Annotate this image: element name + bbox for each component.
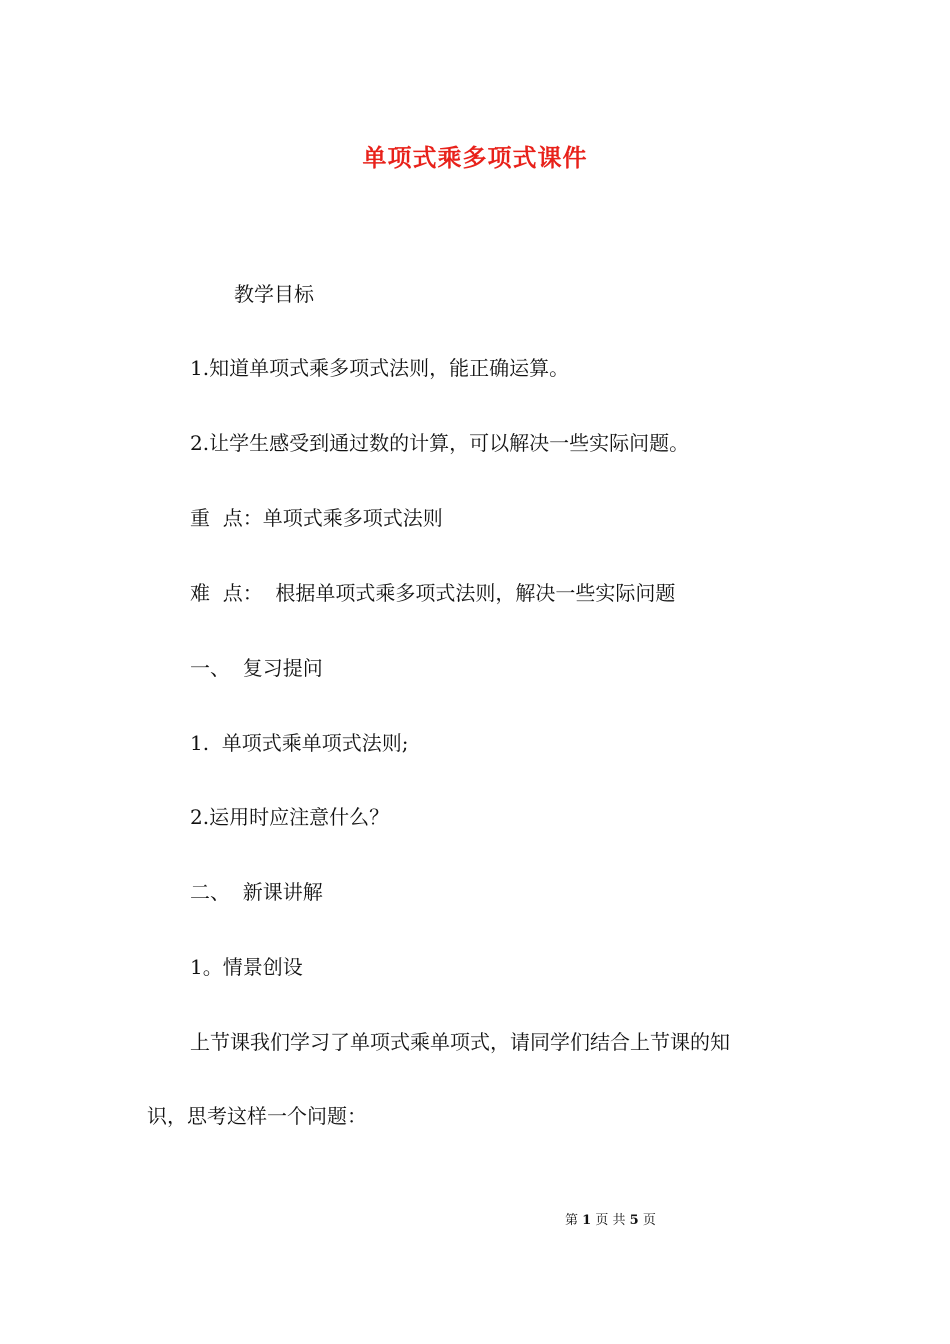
- footer-current-page: 1: [582, 1213, 592, 1228]
- paragraph-teaching-goals: 教学目标: [234, 282, 314, 306]
- section-heading-review: 一、 复习提问: [190, 656, 323, 680]
- paragraph-key-point: 重 点：单项式乘多项式法则: [190, 506, 443, 530]
- page-footer: [565, 1209, 656, 1228]
- footer-total-pages: 5: [629, 1213, 639, 1228]
- paragraph-body-line-1: 上节课我们学习了单项式乘单项式，请同学们结合上节课的知: [190, 1030, 730, 1054]
- document-title: 单项式乘多项式课件: [362, 143, 588, 172]
- paragraph-difficulty: 难 点： 根据单项式乘多项式法则，解决一些实际问题: [190, 581, 676, 605]
- footer-middle: 页 共: [595, 1213, 626, 1228]
- paragraph-goal-1: 1.知道单项式乘多项式法则，能正确运算。: [190, 356, 570, 380]
- paragraph-goal-2: 2.让学生感受到通过数的计算，可以解决一些实际问题。: [190, 431, 690, 455]
- footer-suffix: 页: [642, 1213, 656, 1228]
- paragraph-review-1: 1. 单项式乘单项式法则;: [190, 731, 409, 755]
- footer-prefix: 第: [565, 1213, 579, 1228]
- paragraph-scenario: 1。情景创设: [190, 955, 303, 979]
- paragraph-body-line-2: 识，思考这样一个问题：: [147, 1104, 367, 1128]
- paragraph-review-2: 2.运用时应注意什么？: [190, 805, 390, 829]
- section-heading-new-lesson: 二、 新课讲解: [190, 880, 323, 904]
